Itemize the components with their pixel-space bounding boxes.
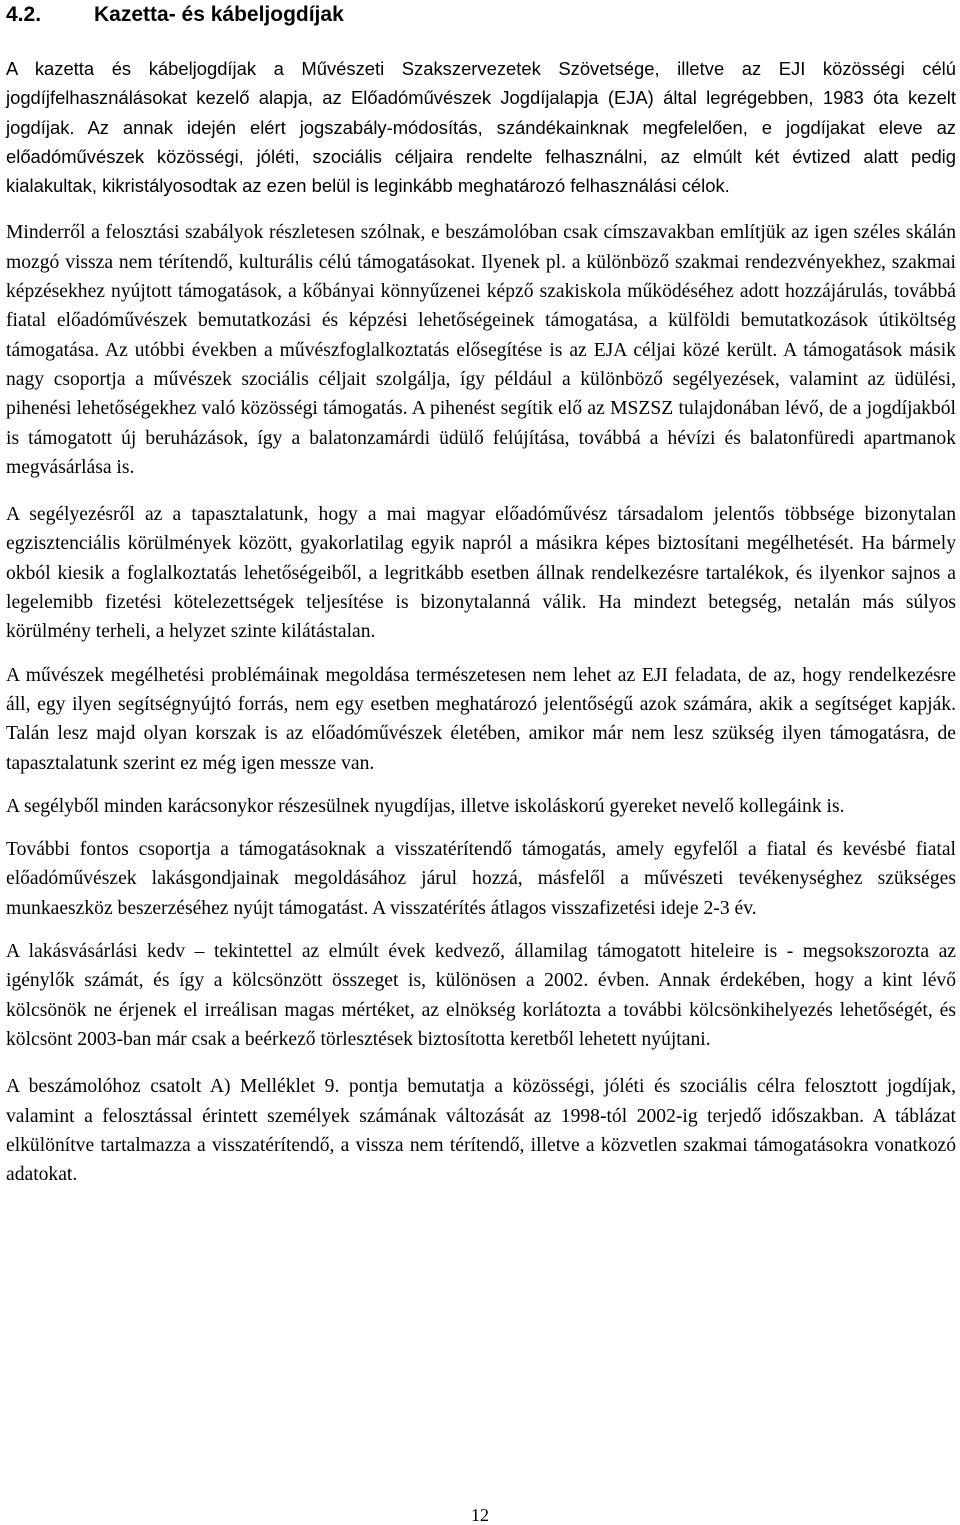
paragraph-intro: A kazetta és kábeljogdíjak a Művészeti Szakszervezetek Szövetsége, illetve az EJI közösségi célú jogdíjfelhasználásokat kezelő alapja, az Előadóművészek Jogdíjalapja (EJA) által legrégebben, 1983 óta kezelt jogdíjak. Az annak idején elért jogszabály-módosítás, szándékainknak megfelelően, e jogdíjakat eleve az előadóművészek közösségi, jóléti, szociális céljaira rendelte felhasználni, az elmúlt két évtized alatt pedig kialakultak, kikristályosodtak az ezen belül is leginkább meghatározó felhasználási célok. — [6, 58, 956, 197]
section-number: 4.2. — [6, 3, 42, 26]
paragraph-welfare-experience: A segélyezésről az a tapasztalatunk, hogy a mai magyar előadóművész társadalom jelentős többsége bizonytalan egzisztenciális körülmények között, gyakorlatilag egyik napról a másikra képes biztosítani megélhetését. Ha bármely okból kiesik a foglalkoztatás lehetőségeiből, a legritkább esetben állnak rendelkezésre tartalékok, és ilyenkor sajnos a legelemibb fizetési kötelezettségek teljesítése is bizonytalanná válik. Ha mindezt betegség, netalán más súlyos körülmény terheli, a helyzet szinte kilátástalan. — [6, 504, 956, 643]
paragraph-christmas-aid: A segélyből minden karácsonykor részesülnek nyugdíjas, illetve iskoláskorú gyereket nevelő kollegáink is. — [6, 795, 845, 817]
page-number: 12 — [471, 1505, 489, 1525]
section-title: Kazetta- és kábeljogdíjak — [94, 3, 344, 26]
paragraph-housing-loans: A lakásvásárlási kedv – tekintettel az elmúlt évek kedvező, államilag támogatott hiteleire is - megsokszorozta az igénylők számát, és így a kölcsönzött összeget is, különösen a 2002. évben. Annak érdekében, hogy a kint lévő kölcsönök ne érjenek el irreálisan magas mértéket, az elnökség korlátozta a további kölcsönkihelyezés lehetőségét, és kölcsönt 2003-ban már csak a beérkező törlesztések biztosította keretből lehetett nyújtani. — [6, 941, 956, 1050]
document-page — [6, 0, 956, 1189]
paragraph-refundable-support: További fontos csoportja a támogatásoknak a visszatérítendő támogatás, amely egyfelől a fiatal és kevésbé fiatal előadóművészek lakásgondjainak megoldásához járul hozzá, másfelől a művészeti tevékenységhez szükséges munkaeszköz beszerzéséhez nyújt támogatást. A visszatérítés átlagos visszafizetési ideje 2-3 év. — [6, 839, 956, 919]
section-heading — [6, 0, 956, 30]
paragraph-appendix-reference: A beszámolóhoz csatolt A) Melléklet 9. pontja bemutatja a közösségi, jóléti és szociális célra felosztott jogdíjak, valamint a felosztással érintett személyek számának változását az 1998-tól 2002-ig terjedő időszakban. A táblázat elkülönítve tartalmazza a visszatérítendő, a vissza nem térítendő, illetve a közvetlen szakmai támogatásokra vonatkozó adatokat. — [6, 1076, 956, 1186]
paragraph-support-types: Minderről a felosztási szabályok részletesen szólnak, e beszámolóban csak címszavakban említjük az igen széles skálán mozgó vissza nem térítendő, kulturális célú támogatásokat. Ilyenek pl. a különböző szakmai rendezvényekhez, szakmai képzésekhez nyújtott támogatások, a kőbányai könnyűzenei képző szakiskola működéséhez adott hozzájárulás, továbbá fiatal előadóművészek bemutatkozási és képzési lehetőségeinek támogatása, a külföldi bemutatkozások útiköltség támogatása. Az utóbbi években a művészfoglalkoztatás elősegítése is az EJA céljai közé került. A támogatások másik nagy csoportja a művészek szociális céljait szolgálja, így például a különböző segélyezések, valamint az üdülési, pihenési lehetőségekhez való közösségi támogatás. A pihenést segítik elő az MSZSZ tulajdonában lévő, de a jogdíjakból is támogatott új beruházások, így a balatonzamárdi üdülő felújítása, továbbá a hévízi és balatonfüredi apartmanok megvásárlása is. — [6, 222, 956, 478]
paragraph-livelihood: A művészek megélhetési problémáinak megoldása természetesen nem lehet az EJI feladata, de az, hogy rendelkezésre áll, egy ilyen segítségnyújtó forrás, nem egy esetben meghatározó jelentőségű azok számára, akik a segítséget kapják. Talán lesz majd olyan korszak is az előadóművészek életében, amikor már nem lesz szükség ilyen támogatásra, de tapasztalatunk szerint ez még igen messze van. — [6, 664, 956, 774]
